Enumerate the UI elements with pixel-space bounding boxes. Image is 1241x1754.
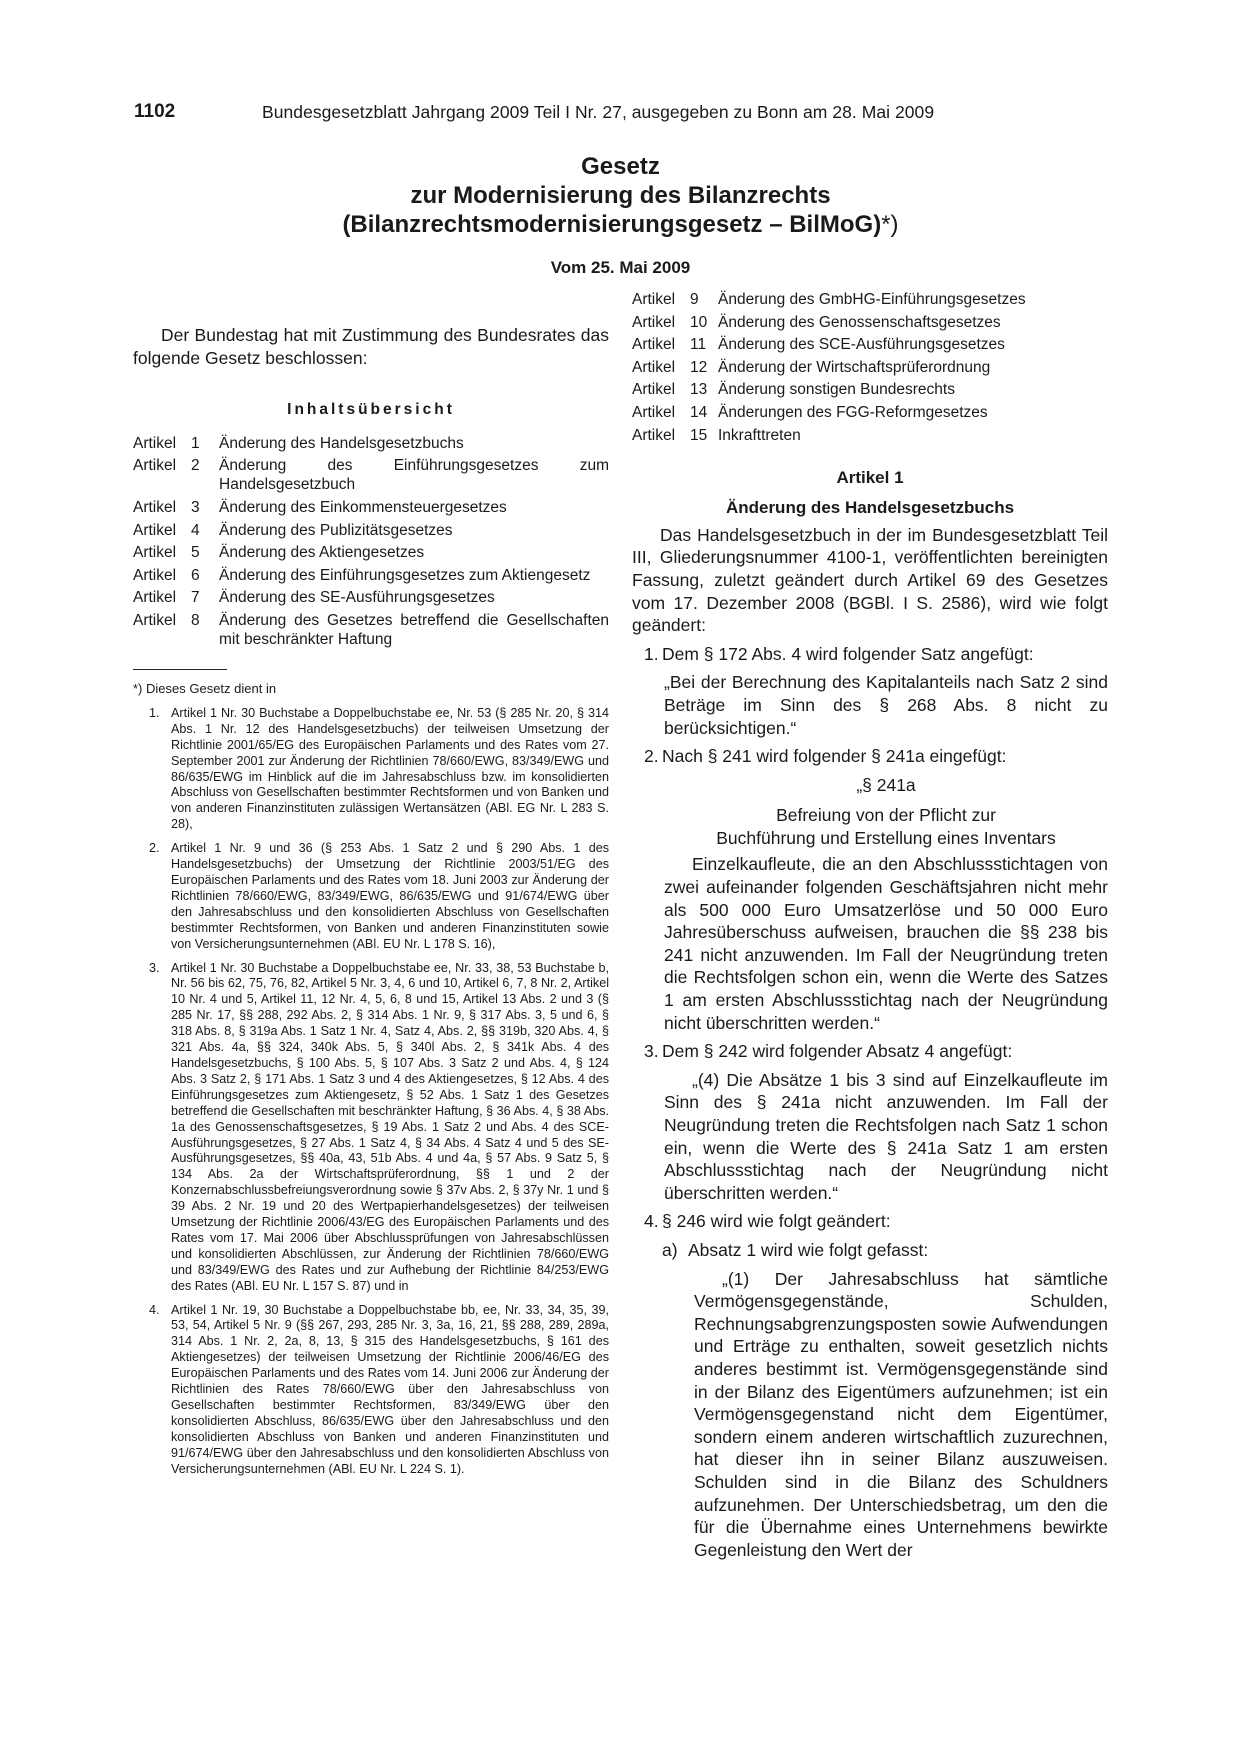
toc-entry-title: Änderung des SCE-Ausführungsgesetzes bbox=[718, 336, 1005, 354]
paragraph-text: Einzelkaufleute, die an den Abschlussstichtagen von zwei aufeinander folgenden Geschäftsjahren nicht mehr als 500 000 Euro Umsatzerlöse und 50 000 Euro Jahresüberschuss aufweisen, brauchen die §§ 238 bis 241 nicht anzuwenden. Im Fall der Neugründung treten die Rechtsfolgen schon ein, wenn die Werte des Satzes 1 am ersten Abschlussstichtag nach der Neugründung nicht überschritten werden.“ bbox=[664, 854, 1108, 1033]
toc-list-right bbox=[632, 290, 1108, 445]
list-item-text: Dem § 242 wird folgender Absatz 4 angefügt: bbox=[662, 1041, 1013, 1062]
paragraph-number: „§ 241a bbox=[856, 774, 916, 795]
sub-list-item bbox=[662, 1239, 1108, 1262]
toc-entry-title: Änderung der Wirtschaftsprüferordnung bbox=[718, 358, 991, 376]
footnote-item bbox=[133, 841, 609, 952]
article-1-subheading: Änderung des Handelsgesetzbuchs bbox=[725, 498, 1015, 518]
toc-entry-title: Änderung des Publizitätsgesetzes bbox=[219, 521, 453, 539]
toc-entry bbox=[632, 313, 1108, 332]
toc-entry-title: Änderung des Einführungsgesetzes zum Aktiengesetz bbox=[219, 566, 591, 584]
toc-entry bbox=[632, 335, 1108, 354]
toc-entry bbox=[133, 498, 609, 517]
paragraph-title-line-1: Befreiung von der Pflicht zur bbox=[776, 805, 996, 826]
quote-text: „(4) Die Absätze 1 bis 3 sind auf Einzelkaufleute im Sinn des § 241a nicht anzuwenden. Im Fall der Neugründung treten die Rechtsfolgen nach Satz 1 schon ein, wenn die Werte des § 241a Satz 1 am ersten Abschlussstichtag nach der Neugründung nicht überschritten werden.“ bbox=[664, 1069, 1108, 1203]
toc-entry-label: Artikel bbox=[632, 381, 676, 399]
list-item bbox=[632, 1210, 1108, 1233]
list-item bbox=[632, 745, 1108, 768]
toc-entry-label: Artikel bbox=[632, 358, 676, 376]
footnote-item bbox=[133, 706, 609, 833]
list-item-text: Nach § 241 wird folgender § 241a eingefügt: bbox=[662, 746, 1007, 767]
toc-entry-number: 2 bbox=[191, 457, 200, 475]
toc-entry-label: Artikel bbox=[133, 521, 177, 539]
toc-entry-label: Artikel bbox=[133, 589, 177, 607]
toc-entry bbox=[133, 543, 609, 562]
toc-entry-label: Artikel bbox=[133, 611, 177, 629]
toc-entry-label: Artikel bbox=[133, 434, 177, 452]
toc-entry bbox=[133, 588, 609, 607]
footnote-item-text: Artikel 1 Nr. 9 und 36 (§ 253 Abs. 1 Satz 2 und § 290 Abs. 1 des Handelsgesetzbuchs) der Umsetzung der Richtlinie 2003/51/EG des Europäischen Parlaments und des Rates vom 18. Juni 2003 zur Änderung der Richtlinien 78/660/EWG, 83/349/EWG, 86/635/EWG und 91/674/EWG über den Jahresabschluss und den konsolidierten Abschluss von Gesellschaften bestimmter Rechtsformen, von Banken und anderen Finanzinstituten sowie von Versicherungsunternehmen (ABl. EU Nr. L 178 S. 16), bbox=[171, 841, 609, 951]
quote-text: „(1) Der Jahresabschluss hat sämtliche Vermögensgegenstände, Schulden, Rechnungsabgrenzungsposten sowie Aufwendungen und Erträge zu enthalten, soweit gesetzlich nichts anderes bestimmt ist. Vermögensgegenstände sind in der Bilanz des Eigentümers aufzunehmen; ist ein Vermögensgegenstand nicht dem Eigentümer, sondern einem anderen wirtschaftlich zuzurechnen, hat dieser ihn in seiner Bilanz auszuweisen. Schulden sind in die Bilanz des Schuldners aufzunehmen. Der Unterschiedsbetrag, um den die für die Übernahme eines Unternehmens bewirkte Gegenleistung den Wert der bbox=[694, 1268, 1108, 1560]
law-date: Vom 25. Mai 2009 bbox=[550, 258, 691, 277]
toc-entry-title: Inkrafttreten bbox=[718, 426, 801, 444]
footnote-divider bbox=[133, 669, 227, 670]
toc-entry-label: Artikel bbox=[133, 544, 177, 562]
footnote-item-text: Artikel 1 Nr. 19, 30 Buchstabe a Doppelbuchstabe bb, ee, Nr. 33, 34, 35, 39, 53, 54, Artikel 5 Nr. 9 (§§ 267, 293, 285 Nr. 3, 3a, 16, 21, §§ 288, 289, 289a, 314 Abs. 1 Nr. 2, 2a, 8, 13, § 315 des Handelsgesetzbuchs, § 161 des Aktiengesetzes) der teilweisen Umsetzung der Richtlinie 2006/46/EG des Europäischen Parlaments und des Rates vom 14. Juni 2006 zur Änderung der Richtlinien des Rates 78/660/EWG über den Jahresabschluss von Gesellschaften bestimmter Rechtsformen, 83/349/EWG über den konsolidierten Abschluss, 86/635/EWG über den Jahresabschluss und den konsolidierten Abschluss von Banken und anderen Finanzinstituten und 91/674/EWG über den Jahresabschluss und den konsolidierten Abschluss von Versicherungsunternehmen (ABl. EU Nr. L 224 S. 1). bbox=[171, 1302, 609, 1476]
toc-entry-title: Änderung des Genossenschaftsgesetzes bbox=[718, 313, 1001, 331]
footnote-item bbox=[133, 1303, 609, 1478]
toc-entry-title: Änderung des Einführungsgesetzes zum Handelsgesetzbuch bbox=[219, 457, 609, 494]
toc-entry-number: 8 bbox=[191, 611, 200, 629]
toc-entry bbox=[133, 521, 609, 540]
list-item-number: 4. bbox=[644, 1211, 659, 1232]
toc-entry-label: Artikel bbox=[632, 313, 676, 331]
toc-entry bbox=[133, 434, 609, 453]
toc-entry-label: Artikel bbox=[632, 291, 676, 308]
footnote-list bbox=[133, 706, 609, 1478]
title-line-3-text: (Bilanzrechtsmodernisierungsgesetz – BilMoG) bbox=[342, 211, 882, 238]
toc-entry-title: Änderung des Einkommensteuergesetzes bbox=[219, 498, 507, 516]
sub-list-item-text: Absatz 1 wird wie folgt gefasst: bbox=[688, 1239, 929, 1260]
toc-entry-title: Änderung des Gesetzes betreffend die Gesellschaften mit beschränkter Haftung bbox=[219, 611, 609, 648]
footnote-item-text: Artikel 1 Nr. 30 Buchstabe a Doppelbuchstabe ee, Nr. 53 (§ 285 Nr. 20, § 314 Abs. 1 Nr. 12 des Handelsgesetzbuchs) der teilweisen Umsetzung der Richtlinie 2001/65/EG des Europäischen Parlaments und des Rates vom 27. September 2001 zur Änderung der Richtlinien 78/660/EWG, 83/349/EWG und 86/635/EWG im Hinblick auf die im Jahresabschluss bzw. im konsolidierten Abschluss von Gesellschaften bestimmter Rechtsformen und von Banken und von anderen Finanzinstituten zulässigen Wertansätzen (ABl. EG Nr. L 283 S. 28), bbox=[171, 705, 609, 832]
toc-entry-number: 9 bbox=[690, 291, 699, 308]
toc-entry-title: Änderung des Handelsgesetzbuchs bbox=[219, 434, 464, 452]
footnote-intro: *) Dieses Gesetz dient in bbox=[133, 680, 277, 696]
title-line-1: Gesetz bbox=[581, 153, 660, 180]
toc-entry-title: Änderung des SE-Ausführungsgesetzes bbox=[219, 589, 495, 607]
paragraph-title-line-2: Buchführung und Erstellung eines Inventars bbox=[716, 827, 1056, 848]
toc-entry-label: Artikel bbox=[632, 426, 676, 444]
toc-entry-label: Artikel bbox=[632, 403, 676, 421]
footnote-item-number: 4. bbox=[149, 1302, 160, 1317]
toc-entry-title: Änderung des GmbHG-Einführungsgesetzes bbox=[718, 291, 1026, 308]
toc-entry bbox=[133, 456, 609, 494]
right-column bbox=[632, 290, 1108, 1561]
title-line-2: zur Modernisierung des Bilanzrechts bbox=[410, 182, 831, 209]
toc-entry-label: Artikel bbox=[133, 498, 177, 516]
article-1-intro: Das Handelsgesetzbuch in der im Bundesgesetzblatt Teil III, Gliederungsnummer 4100-1, veröffentlichten bereinigten Fassung, zuletzt geändert durch Artikel 69 des Gesetzes vom 17. Dezember 2008 (BGBl. I S. 2586), wird wie folgt geändert: bbox=[632, 524, 1108, 636]
toc-entry-number: 5 bbox=[191, 544, 200, 562]
toc-heading: Inhaltsübersicht bbox=[287, 401, 455, 419]
list-item bbox=[632, 1040, 1108, 1063]
toc-entry-number: 6 bbox=[191, 566, 200, 584]
toc-entry-label: Artikel bbox=[133, 457, 177, 475]
footnote-item-number: 2. bbox=[149, 841, 160, 856]
toc-entry-title: Änderungen des FGG-Reformgesetzes bbox=[718, 403, 988, 421]
list-item bbox=[632, 643, 1108, 666]
toc-entry-number: 12 bbox=[690, 358, 708, 376]
toc-entry-number: 3 bbox=[191, 498, 200, 516]
footnote-item-number: 1. bbox=[149, 705, 160, 720]
title-line-3 bbox=[130, 210, 1111, 239]
toc-entry-number: 14 bbox=[690, 403, 708, 421]
toc-entry bbox=[632, 403, 1108, 422]
footnote-item-text: Artikel 1 Nr. 30 Buchstabe a Doppelbuchstabe ee, Nr. 33, 38, 53 Buchstabe b, Nr. 56 bis 62, 75, 76, 82, Artikel 5 Nr. 3, 4, 6 und 10, Artikel 6, 7, 8 Nr. 2, Artikel 10 Nr. 4 und 5, Artikel 11, 12 Nr. 4, 5, 6, 8 und 15, Artikel 13 Abs. 2 und 3 (§ 285 Nr. 17, §§ 288, 292 Abs. 2, § 314 Abs. 1 Nr. 9, § 317 Abs. 3, 5 und 6, § 318 Abs. 8, § 319a Abs. 1 Satz 1 Nr. 4, Satz 4, Abs. 2, §§ 319b, 320 Abs. 4, § 321 Abs. 4a, §§ 324, 340k Abs. 5, § 340l Abs. 2, § 341k Abs. 4 des Handelsgesetzbuchs, § 100 Abs. 5, § 107 Abs. 3 Satz 2 und Abs. 4, § 124 Abs. 3 Satz 2, § 171 Abs. 1 Satz 3 und 4 des Aktiengesetzes, § 12 Abs. 4 des Einführungsgesetzes zum Aktiengesetz, § 52 Abs. 1 Satz 1 des Gesetzes betreffend die Gesellschaften mit beschränkter Haftung, § 36 Abs. 4, § 38 Abs. 1a des Genossenschaftsgesetzes, § 19 Abs. 1 Satz 2 und Abs. 4 des SCE-Ausführungsgesetzes, § 27 Abs. 1 Satz 4, § 34 Abs. 4 Satz 4 und 5 des SE-Ausführungsgesetzes, §§ 40a, 43, 51b Abs. 4 und 4a, § 57 Abs. 9 Satz 5, § 134 Abs. 2a der Wirtschaftsprüferordnung, §§ 1 und 2 der Konzernabschlussbefreiungsverordnung sowie § 37v Abs. 2, § 37y Nr. 1 und § 39 Abs. 2 Nr. 19 und 20 des Wertpapierhandelsgesetzes) der teilweisen Umsetzung der Richtlinie 2006/43/EG des Europäischen Parlaments und des Rates vom 17. Mai 2006 über Abschlussprüfungen von Jahresabschlüssen und konsolidierten Abschlüssen, zur Änderung der Richtlinien 78/660/EWG und 83/349/EWG des Rates und zur Aufhebung der Richtlinie 84/253/EWG des Rates (ABl. EU Nr. L 157 S. 87) und in bbox=[171, 960, 609, 1293]
toc-entry bbox=[133, 611, 609, 649]
toc-entry-number: 13 bbox=[690, 381, 708, 399]
toc-entry bbox=[632, 380, 1108, 399]
article-1-heading: Artikel 1 bbox=[836, 467, 904, 487]
sub-list-item-letter: a) bbox=[662, 1239, 678, 1260]
toc-entry-number: 10 bbox=[690, 313, 708, 331]
quote-text: „Bei der Berechnung des Kapitalanteils nach Satz 2 sind Beträge im Sinn des § 268 Abs. 8 nicht zu berücksichtigen.“ bbox=[664, 672, 1108, 738]
preamble: Der Bundestag hat mit Zustimmung des Bundesrates das folgende Gesetz beschlossen: bbox=[133, 325, 609, 368]
toc-entry-number: 4 bbox=[191, 521, 200, 539]
law-title bbox=[130, 152, 1111, 239]
toc-entry-label: Artikel bbox=[632, 336, 676, 354]
toc-list-left bbox=[133, 434, 609, 649]
toc-entry-number: 1 bbox=[191, 434, 200, 452]
list-item-number: 3. bbox=[644, 1041, 659, 1062]
toc-entry-number: 7 bbox=[191, 589, 200, 607]
list-item-text: § 246 wird wie folgt geändert: bbox=[662, 1211, 891, 1232]
page-number: 1102 bbox=[134, 101, 176, 122]
toc-entry-title: Änderung des Aktiengesetzes bbox=[219, 544, 425, 562]
toc-entry-number: 11 bbox=[690, 336, 707, 354]
toc-entry bbox=[632, 290, 1108, 309]
footnote-item bbox=[133, 961, 609, 1295]
title-footnote-marker: *) bbox=[881, 211, 899, 238]
toc-entry-label: Artikel bbox=[133, 566, 177, 584]
list-item-number: 1. bbox=[644, 643, 659, 664]
toc-entry-title: Änderung sonstigen Bundesrechts bbox=[718, 381, 955, 399]
toc-entry bbox=[632, 426, 1108, 445]
toc-entry bbox=[133, 566, 609, 585]
toc-entry bbox=[632, 358, 1108, 377]
footnote-item-number: 3. bbox=[149, 960, 160, 975]
list-item-text: Dem § 172 Abs. 4 wird folgender Satz angefügt: bbox=[662, 643, 1034, 664]
toc-entry-number: 15 bbox=[690, 426, 708, 444]
running-head: Bundesgesetzblatt Jahrgang 2009 Teil I Nr. 27, ausgegeben zu Bonn am 28. Mai 2009 bbox=[262, 102, 935, 122]
list-item-number: 2. bbox=[644, 746, 659, 767]
left-column bbox=[133, 324, 609, 1486]
